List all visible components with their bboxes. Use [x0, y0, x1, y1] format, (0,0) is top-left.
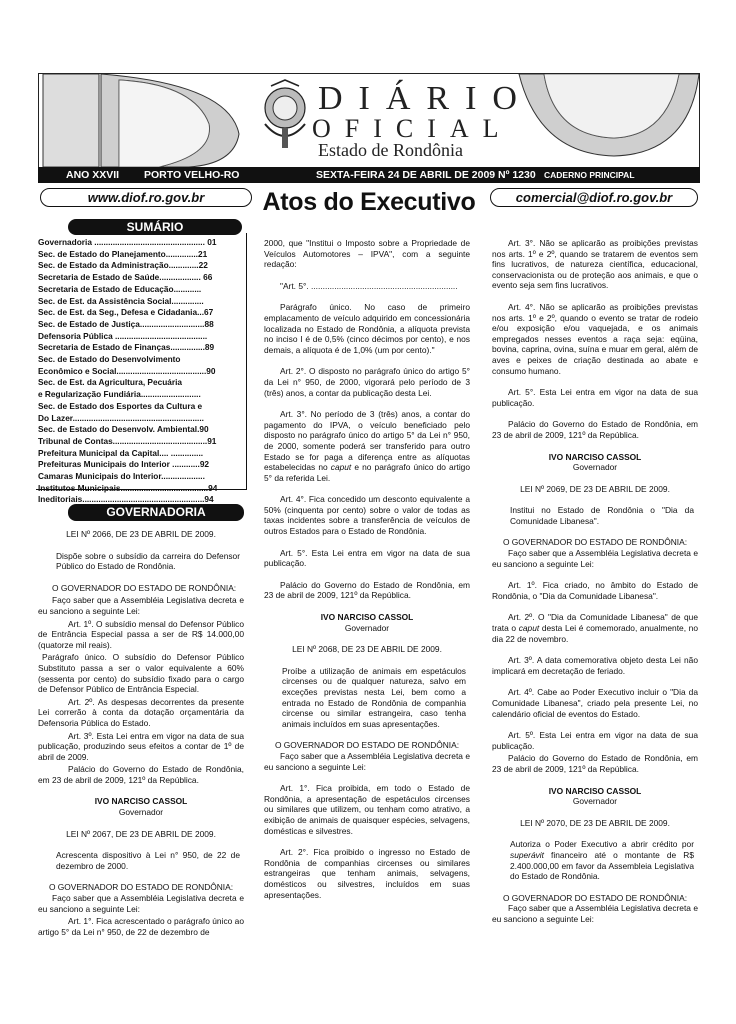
summary-item[interactable]: Prefeituras Municipais do Interior ............92	[38, 459, 210, 470]
summary-item[interactable]: Sec. de Est. da Agricultura, Pecuária	[38, 377, 183, 388]
paragraph: Art. 2º. As despesas decorrentes da presente Lei correrão à conta da dotação orçamentária da Defensoria Pública do Estado.	[38, 696, 244, 728]
law-summary: Institui no Estado de Rondônia o "Dia da Comunidade Libanesa".	[510, 505, 694, 526]
summary-title: SUMÁRIO	[68, 219, 242, 235]
summary-item[interactable]: Sec. de Estado do Desenvolvimento	[38, 354, 181, 365]
paragraph: Art. 3º. A data comemorativa objeto desta Lei não implicará em decretação de feriado.	[492, 655, 698, 676]
paragraph: Art. 2º. O "Dia da Comunidade Libanesa" de que trata o caput desta Lei é comemorado, anualmente, no dia 22 de novembro.	[492, 612, 698, 644]
edition-number: Nº 1230	[498, 169, 536, 181]
law-number: LEI Nº 2068, DE 23 DE ABRIL DE 2009.	[292, 644, 442, 655]
column-1	[38, 529, 244, 939]
summary-list	[38, 237, 243, 506]
summary-item[interactable]: Defensoria Pública ........................................	[38, 330, 208, 341]
governor-heading: O GOVERNADOR DO ESTADO DE RONDÔNIA:	[274, 740, 460, 751]
paragraph: Parágrafo único. O subsídio do Defensor Público Substituto passa a ser o valor equivalente a 60% (sessenta por cento) do subsídio fixado para o cargo de Defensor Público de Entrância Especial.	[38, 652, 244, 695]
summary-item[interactable]: Governadoria ................................................ 01	[38, 237, 217, 247]
paragraph: Faço saber que a Assembléia Legislativa decreta e eu sanciono a seguinte Lei:	[38, 595, 244, 616]
summary-item[interactable]: Sec. de Estado da Administração.............22	[38, 260, 208, 271]
signature-role: Governador	[572, 796, 618, 807]
paragraph: Art. 1°. Fica acrescentado o parágrafo único ao artigo 5° da Lei n° 950, de 22 de dezembro de	[38, 916, 244, 937]
paragraph: 2000, que "Institui o Imposto sobre a Propriedade de Veículos Automotores – IPVA", com a seguinte redação:	[264, 238, 470, 270]
paragraph: Art. 1º. Fica criado, no âmbito do Estado de Rondônia, o "Dia da Comunidade Libanesa".	[492, 580, 698, 601]
paragraph: "Art. 5°. ...............................................................	[280, 280, 458, 291]
signature-role: Governador	[572, 462, 618, 473]
paragraph: Faço saber que a Assembléia Legislativa decreta e eu sanciono a seguinte Lei:	[492, 903, 698, 924]
paragraph: Parágrafo único. No caso de primeiro emplacamento de veículo adquirido em concessionária localizada no Estado de Rondônia, a alíquota prevista no inciso I é de 0,5% (cinco décimos por cento), e nos demais, a alíquota é de 1,0% (um por cento)."	[264, 302, 470, 355]
email-link[interactable]: comercial@diof.ro.gov.br	[490, 188, 698, 207]
paragraph: Art. 1º. O subsídio mensal do Defensor Público de Entrância Especial passa a ser de R$ 14.000,00 (quatorze mil reais).	[38, 618, 244, 650]
masthead-title-oficial: OFICIAL	[312, 114, 513, 143]
paragraph: Art. 3°. No período de 3 (três) anos, a contar do pagamento do IPVA, o veículo beneficiado pelo disposto no parágrafo único do artigo 5° da Lei n° 950, de 2000, somente poderá ser transferido para outro Estado se for paga a diferença entre as alíquotas estabelecidas no caput e no parágrafo único do artigo 5° da referida Lei.	[264, 409, 470, 483]
law-number: LEI Nº 2066, DE 23 DE ABRIL DE 2009.	[66, 529, 216, 539]
summary-item[interactable]: Tribunal de Contas.........................................91	[38, 435, 217, 446]
paragraph: Palácio do Governo do Estado de Rondônia, em 23 de abril de 2009, 121º da República.	[492, 753, 698, 774]
governor-heading: O GOVERNADOR DO ESTADO DE RONDÔNIA:	[52, 582, 237, 593]
edition-date: SEXTA-FEIRA 24 DE ABRIL DE 2009	[316, 169, 496, 181]
paragraph: Palácio do Governo do Estado de Rondônia, em 23 de abril de 2009, 121º da República.	[492, 419, 698, 440]
edition-section: CADERNO PRINCIPAL	[544, 170, 635, 180]
law-number: LEI Nº 2070, DE 23 DE ABRIL DE 2009.	[520, 817, 670, 828]
law-number: LEI Nº 2067, DE 23 DE ABRIL DE 2009.	[66, 828, 216, 839]
summary-item[interactable]: Do Lazer.........................................................	[38, 412, 204, 423]
paragraph: Art. 4°. Fica concedido um desconto equivalente a 50% (cinquenta por cento) sobre o valor de todas as taxas incidentes sobre a transferência de veículos de outros Estados para o Estado de Rondônia.	[264, 494, 470, 537]
paragraph: Art. 5º. Esta Lei entra em vigor na data de sua publicação.	[492, 730, 698, 751]
signature-name: IVO NARCISO CASSOL	[548, 785, 642, 796]
paragraph: Faço saber que a Assembléia Legislativa decreta e eu sanciono a seguinte Lei:	[492, 548, 698, 569]
paragraph: Palácio do Governo do Estado de Rondônia, em 23 de abril de 2009, 121º da República.	[38, 764, 244, 785]
summary-item[interactable]: Sec. de Estado do Desenvolv. Ambiental.90	[38, 424, 209, 435]
signature-role: Governador	[344, 622, 390, 633]
section-governadoria: GOVERNADORIA	[68, 504, 244, 521]
summary-item[interactable]: e Regularização Fundiária..........................	[38, 389, 201, 400]
page-headline: Atos do Executivo	[262, 188, 476, 216]
summary-item[interactable]: Sec. de Est. da Seg., Defesa e Cidadania...67	[38, 307, 214, 318]
summary-item[interactable]: Sec. de Est. da Assistência Social..............	[38, 295, 204, 306]
signature-name: IVO NARCISO CASSOL	[320, 612, 414, 623]
coat-of-arms-icon	[257, 78, 313, 154]
governor-heading: O GOVERNADOR DO ESTADO DE RONDÔNIA:	[502, 537, 688, 548]
column-3	[492, 238, 698, 927]
summary-item[interactable]: Sec. de Estado do Planejamento..............21	[38, 248, 208, 259]
paragraph: Art. 1°. Fica proibida, em todo o Estado de Rondônia, a apresentação de espetáculos circenses ou similares que utilizem, ou tenham como atrativo, a exibição de animais de quaisquer espécies, selvagens, domésticas e silvestres.	[264, 783, 470, 836]
signature-role: Governador	[118, 807, 164, 818]
paragraph: Faço saber que a Assembléia Legislativa decreta e eu sanciono a seguinte Lei:	[264, 750, 470, 772]
edition-year: ANO XXVII	[66, 169, 120, 181]
column-2	[264, 238, 470, 902]
paragraph: Art. 4º. Cabe ao Poder Executivo incluir o "Dia da Comunidade Libanesa", criado pela presente Lei, no calendário oficial de eventos do Estado.	[492, 687, 698, 719]
signature-name: IVO NARCISO CASSOL	[94, 796, 188, 807]
summary-item[interactable]: Secretaria de Estado de Saúde.................. 66	[38, 272, 213, 283]
paragraph: Faço saber que a Assembléia Legislativa decreta e eu sanciono a seguinte Lei:	[38, 893, 244, 914]
site-link[interactable]: www.diof.ro.gov.br	[40, 188, 252, 207]
info-bar	[38, 167, 700, 183]
paragraph: Art. 2°. Fica proibido o ingresso no Estado de Rondônia de companhias circenses ou similares estrangeiras que tenham animais, selvagens, domésticos ou silvestres, incluídos em suas apresentações.	[264, 847, 470, 900]
masthead-title-diario: DIÁRIO	[318, 80, 533, 117]
summary-item[interactable]: Sec. de Estado dos Esportes da Cultura e	[38, 400, 203, 411]
summary-item[interactable]: Prefeitura Municipal da Capital.... ..............	[38, 447, 204, 458]
paragraph: Art. 3°. Não se aplicarão as proibições previstas nos arts. 1º e 2º, quando se tratarem de eventos sem fins lucrativos, de natureza científica, educacional, conservacionista ou de proteção aos animais, e que o evento seja sem fins lucrativos.	[492, 238, 698, 291]
paragraph: Art. 3º. Esta Lei entra em vigor na data de sua publicação, produzindo seus efeitos a contar de 1º de abril de 2009.	[38, 730, 244, 762]
summary-item[interactable]: Camaras Municipais do Interior...................	[38, 471, 205, 482]
law-summary: Dispõe sobre o subsídio da carreira do Defensor Público do Estado de Rondônia.	[56, 550, 240, 572]
paragraph: Art. 4°. Não se aplicarão as proibições previstas nos arts. 1º e 2º, quando o evento se tratar de rodeio e/ou exposição e/ou vaquejada, e os animais empregados nesses eventos a raça seja: eqüina, bovina, caprina, ovina, suína e muar em geral, além de aves e peixes de criação destinada ao abate e consumo humano.	[492, 301, 698, 376]
governor-heading: O GOVERNADOR DO ESTADO DE RONDÔNIA:	[48, 882, 234, 893]
summary-item[interactable]: Econômico e Social.......................................90	[38, 365, 216, 376]
paragraph: Art. 5°. Esta Lei entra em vigor na data de sua publicação.	[492, 387, 698, 408]
summary-item[interactable]: Sec. de Estado de Justiça............................88	[38, 318, 214, 329]
signature-name: IVO NARCISO CASSOL	[548, 451, 642, 462]
paragraph: Palácio do Governo do Estado de Rondônia, em 23 de abril de 2009, 121º da República.	[264, 579, 470, 601]
summary-item[interactable]: Ineditoriais.....................................................94	[38, 494, 214, 505]
law-number: LEI Nº 2069, DE 23 DE ABRIL DE 2009.	[520, 483, 670, 494]
masthead-title-estado: Estado de Rondônia	[318, 140, 463, 160]
edition-city: PORTO VELHO-RO	[144, 169, 240, 181]
governor-heading: O GOVERNADOR DO ESTADO DE RONDÔNIA:	[502, 892, 688, 903]
paragraph: Art. 5°. Esta Lei entra em vigor na data de sua publicação.	[264, 547, 470, 569]
summary-item[interactable]: Institutos Municipais......................................94	[38, 482, 218, 493]
summary-item[interactable]: Secretaria de Estado de Educação............	[38, 283, 202, 294]
summary-item[interactable]: Secretaria de Estado de Finanças...............89	[38, 342, 215, 353]
law-summary: Acrescenta dispositivo à Lei n° 950, de 22 de dezembro de 2000.	[56, 850, 240, 871]
paragraph: Art. 2°. O disposto no parágrafo único do artigo 5° da Lei n° 950, de 2000, vigorará pelo período de 3 (três) anos, a contar da publicação desta Lei.	[264, 366, 470, 398]
law-summary: Proíbe a utilização de animais em espetáculos circenses ou de qualquer natureza, salvo em exceções previstas nesta Lei, bem como a entrada no Estado de Rondônia de companhia circense ou similar estrangeira, caso tenha animais incluídos em suas apresentações.	[282, 665, 466, 729]
law-summary: Autoriza o Poder Executivo a abrir crédito por superávit financeiro até o montante de R$ 2.400.000,00 em favor da Assembleia Legislativa do Estado de Rondônia.	[510, 839, 694, 882]
